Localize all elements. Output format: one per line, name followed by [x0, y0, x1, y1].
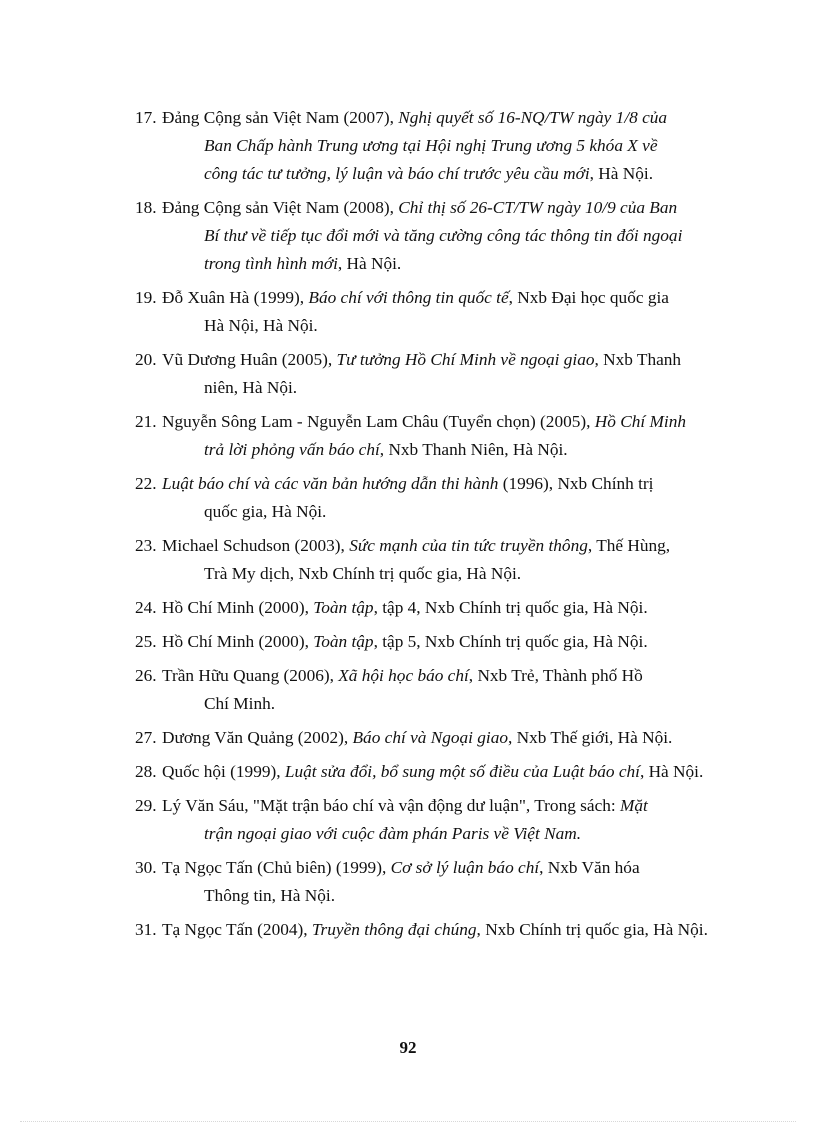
reference-title-segment: Xã hội học báo chí: [338, 666, 469, 685]
reference-title-segment: Luật sửa đổi, bổ sung một số điều của Luật báo chí: [284, 762, 640, 781]
reference-item: [135, 594, 739, 622]
reference-item: [135, 662, 739, 718]
reference-number: 22.: [135, 474, 157, 493]
reference-item: [135, 758, 739, 786]
reference-text-segment: Đảng Cộng sản Việt Nam (2007),: [162, 108, 399, 127]
reference-line: [204, 560, 739, 588]
reference-line: [204, 160, 739, 188]
reference-text-segment: Chí Minh.: [204, 694, 276, 713]
reference-text-segment: , Nxb Văn hóa: [539, 858, 640, 877]
reference-line: [162, 470, 739, 498]
reference-title-segment: Hồ Chí Minh: [594, 412, 686, 431]
reference-number: 26.: [135, 666, 157, 685]
reference-text-segment: Nguyễn Sông Lam - Nguyễn Lam Châu (Tuyển chọn) (2005),: [162, 412, 595, 431]
reference-text-segment: Quốc hội (1999),: [162, 762, 285, 781]
reference-text-segment: , tập 4, Nxb Chính trị quốc gia, Hà Nội.: [373, 598, 648, 617]
reference-item: [135, 104, 739, 188]
reference-number: 30.: [135, 858, 157, 877]
reference-line: [204, 312, 739, 340]
reference-text-segment: Dương Văn Quảng (2002),: [162, 728, 353, 747]
reference-title-segment: Báo chí và Ngoại giao: [352, 728, 509, 747]
reference-item: [135, 724, 739, 752]
reference-line: [204, 882, 739, 910]
reference-title-segment: Tư tưởng Hồ Chí Minh về ngoại giao: [336, 350, 595, 369]
reference-title-segment: Chỉ thị số 26-CT/TW ngày 10/9 của Ban: [398, 198, 678, 217]
reference-text-segment: Đỗ Xuân Hà (1999),: [162, 288, 309, 307]
reference-line: [204, 690, 739, 718]
reference-line: [162, 284, 739, 312]
reference-item: [135, 470, 739, 526]
reference-title-segment: trả lời phỏng vấn báo chí: [204, 440, 380, 459]
page-number: 92: [399, 1038, 417, 1057]
reference-title-segment: Truyền thông đại chúng: [311, 920, 477, 939]
reference-line: [162, 854, 739, 882]
reference-text-segment: , Nxb Thế giới, Hà Nội.: [508, 728, 673, 747]
reference-line: [162, 792, 739, 820]
reference-item: [135, 916, 739, 944]
reference-line: [204, 132, 739, 160]
reference-number: 25.: [135, 632, 157, 651]
reference-text-segment: quốc gia, Hà Nội.: [204, 502, 327, 521]
reference-number: 31.: [135, 920, 157, 939]
reference-text-segment: Michael Schudson (2003),: [162, 536, 350, 555]
reference-title-segment: Nghị quyết số 16-NQ/TW ngày 1/8 của: [398, 108, 668, 127]
reference-title-segment: công tác tư tưởng, lý luận và báo chí trước yêu cầu mới: [204, 164, 590, 183]
reference-line: [162, 346, 739, 374]
reference-title-segment: Toàn tập: [313, 598, 374, 617]
reference-line: [204, 436, 739, 464]
reference-text-segment: niên, Hà Nội.: [204, 378, 298, 397]
reference-line: [162, 758, 739, 786]
reference-line: [162, 628, 739, 656]
reference-line: [162, 724, 739, 752]
reference-text-segment: (1996), Nxb Chính trị: [498, 474, 654, 493]
reference-title-segment: Ban Chấp hành Trung ương tại Hội nghị Trung ương 5 khóa X về: [204, 136, 658, 155]
reference-text-segment: Trà My dịch, Nxb Chính trị quốc gia, Hà Nội.: [204, 564, 522, 583]
reference-item: [135, 194, 739, 278]
reference-text-segment: , Nxb Chính trị quốc gia, Hà Nội.: [476, 920, 708, 939]
reference-text-segment: , Thế Hùng,: [587, 536, 671, 555]
reference-line: [204, 374, 739, 402]
reference-line: [162, 916, 739, 944]
reference-title-segment: Toàn tập: [313, 632, 374, 651]
reference-text-segment: , Nxb Thanh: [594, 350, 682, 369]
reference-text-segment: Lý Văn Sáu, "Mặt trận báo chí và vận động dư luận", Trong sách:: [162, 796, 621, 815]
reference-text-segment: Trần Hữu Quang (2006),: [162, 666, 339, 685]
reference-number: 28.: [135, 762, 157, 781]
reference-number: 19.: [135, 288, 157, 307]
reference-line: [204, 820, 739, 848]
reference-line: [162, 194, 739, 222]
reference-text-segment: Hồ Chí Minh (2000),: [162, 598, 314, 617]
reference-line: [204, 250, 739, 278]
reference-text-segment: Thông tin, Hà Nội.: [204, 886, 336, 905]
reference-item: [135, 408, 739, 464]
reference-text-segment: Hồ Chí Minh (2000),: [162, 632, 314, 651]
reference-text-segment: Tạ Ngọc Tấn (Chủ biên) (1999),: [162, 858, 391, 877]
reference-number: 21.: [135, 412, 157, 431]
reference-line: [204, 222, 739, 250]
reference-line: [162, 408, 739, 436]
reference-line: [162, 532, 739, 560]
reference-item: [135, 792, 739, 848]
reference-number: 24.: [135, 598, 157, 617]
reference-title-segment: trong tình hình mới: [204, 254, 338, 273]
reference-text-segment: , Hà Nội.: [337, 254, 402, 273]
reference-item: [135, 854, 739, 910]
reference-title-segment: trận ngoại giao với cuộc đàm phán Paris về Việt Nam.: [204, 824, 582, 843]
reference-item: [135, 628, 739, 656]
reference-title-segment: Mặt: [620, 796, 648, 815]
reference-text-segment: , tập 5, Nxb Chính trị quốc gia, Hà Nội.: [373, 632, 648, 651]
reference-number: 17.: [135, 108, 157, 127]
reference-line: [204, 498, 739, 526]
reference-text-segment: , Nxb Trẻ, Thành phố Hồ: [468, 666, 643, 685]
reference-number: 18.: [135, 198, 157, 217]
reference-text-segment: Đảng Cộng sản Việt Nam (2008),: [162, 198, 399, 217]
reference-line: [162, 662, 739, 690]
reference-number: 27.: [135, 728, 157, 747]
reference-number: 23.: [135, 536, 157, 555]
reference-list: [135, 104, 739, 950]
reference-number: 29.: [135, 796, 157, 815]
reference-text-segment: Tạ Ngọc Tấn (2004),: [162, 920, 312, 939]
reference-text-segment: , Nxb Thanh Niên, Hà Nội.: [379, 440, 568, 459]
reference-title-segment: Cơ sở lý luận báo chí: [390, 858, 540, 877]
reference-line: [162, 594, 739, 622]
reference-title-segment: Bí thư về tiếp tục đổi mới và tăng cường công tác thông tin đối ngoại: [204, 226, 683, 245]
reference-title-segment: Sức mạnh của tin tức truyền thông: [349, 536, 588, 555]
reference-item: [135, 346, 739, 402]
reference-title-segment: Luật báo chí và các văn bản hướng dẫn thi hành: [162, 474, 499, 493]
reference-title-segment: Báo chí với thông tin quốc tế: [308, 288, 509, 307]
reference-line: [162, 104, 739, 132]
page-bottom-rule: [20, 1121, 796, 1122]
reference-text-segment: Vũ Dương Huân (2005),: [162, 350, 337, 369]
reference-text-segment: , Hà Nội.: [639, 762, 704, 781]
reference-text-segment: , Nxb Đại học quốc gia: [508, 288, 669, 307]
reference-item: [135, 284, 739, 340]
reference-text-segment: , Hà Nội.: [589, 164, 654, 183]
reference-number: 20.: [135, 350, 157, 369]
reference-item: [135, 532, 739, 588]
reference-text-segment: Hà Nội, Hà Nội.: [204, 316, 318, 335]
